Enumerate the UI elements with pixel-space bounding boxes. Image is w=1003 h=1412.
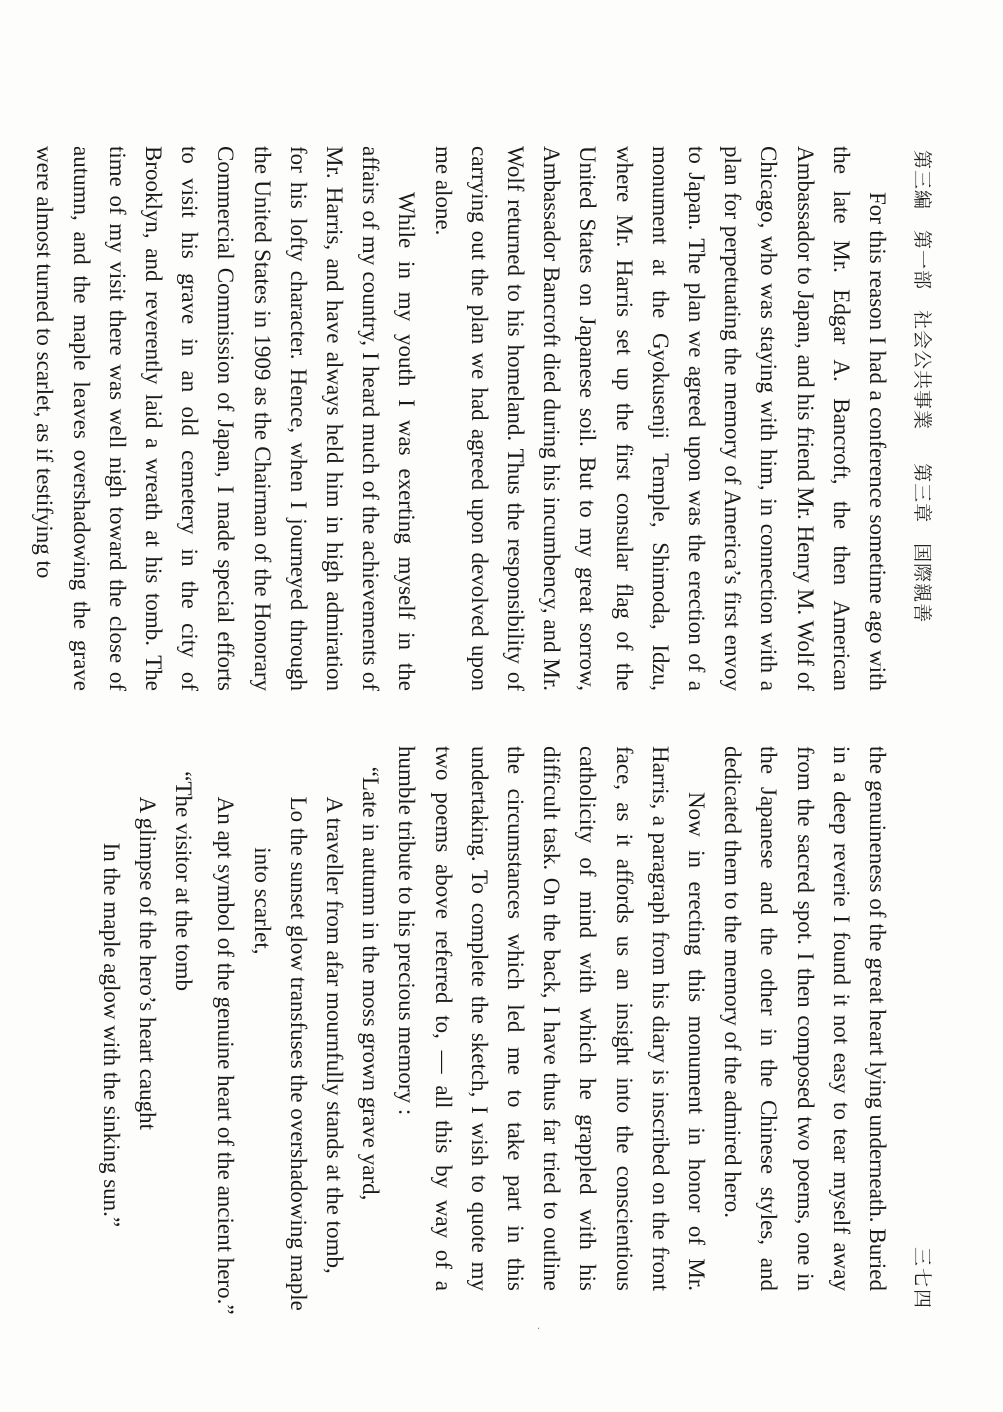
poem-line: “Late in autumn in the moss grown grave yard, — [358, 766, 384, 1201]
running-title — [910, 150, 937, 649]
paragraph: For this reason I had a conference sometime ago with the late Mr. Edgar A. Bancroft, the then American Ambassador to Japan, and his friend Mr. Henry M. Wolf of Chicago, who was staying with him, in connection with a plan for perpetuating the memory of America’s first envoy to Japan. The plan we agreed upon was the erection of a monument at the Gyokusenji Temple, Shimoda, Idzu, where Mr. Harris set up the first consular flag of the United States on Japanese soil. But to my great sorrow, Ambassador Bancroft died during his incumbency, and Mr. Wolf returned to his homeland. Thus the responsibility of carrying out the plan we had agreed upon devolved upon me alone. — [430, 146, 890, 691]
paragraph: While in my youth I was exerting myself in the affairs of my country, I heard much of the achievements of Mr. Harris, and have always held him in high admiration for his lofty character. Hence, when I journeyed through the United States in 1909 as the Chairman of the Honorary Commercial Commission of Japan, I made special efforts to visit his grave in an old cemetery in the city of Brooklyn, and reverently laid a wreath at his tomb. The time of my visit there was well nigh toward the close of autumn, and the maple leaves overshadowing the grave were almost turned to scarlet, as if testifying to — [32, 146, 420, 691]
poem-line: Lo the sunset glow transfuses the overshadowing maple — [285, 796, 311, 1311]
poem-chinese-style — [93, 746, 202, 1291]
left-text-column — [26, 146, 895, 691]
running-title-part: 第三編 第一部 社会公共事業 — [911, 150, 933, 431]
page-number: 三七四 — [911, 1246, 933, 1310]
running-header — [897, 150, 937, 1310]
poem-line: An apt symbol of the genuine heart of the ancient hero.” — [213, 796, 239, 1315]
paragraph: Now in erecting this monument in honor of Mr. Harris, a paragraph from his diary is inscribed on the front face, as it affords us an insight into the conscientious catholicity of mind with which he grappled with his difficult task. On the back, I have thus far tried to outline the circumstances which led me to take part in this undertaking. To complete the sketch, I wish to quote my two poems above referred to, — all this by way of a humble tribute to his precious memory : — [394, 746, 709, 1291]
scan-speck: · — [537, 1324, 541, 1335]
right-text-column — [93, 746, 895, 1315]
poem-line: In the maple aglow with the sinking sun.” — [98, 842, 124, 1228]
poem-line: A traveller from afar mournfully stands at the tomb, — [321, 796, 347, 1274]
poem-line: “The visitor at the tomb — [171, 771, 197, 992]
poem-line: A glimpse of the hero’s heart caught — [134, 796, 160, 1131]
running-title-part: 第三章 国際親善 — [911, 463, 933, 624]
poem-japanese-style — [207, 746, 388, 1315]
continued-paragraph: the genuineness of the great heart lying underneath. Buried in a deep reverie I found it not easy to tear myself away from the sacred spot. I then composed two poems, one in the Japanese and the other in the Chinese styles, and dedicated them to the memory of the admired hero. — [720, 746, 890, 1291]
poem-line: into scarlet, — [249, 847, 275, 955]
